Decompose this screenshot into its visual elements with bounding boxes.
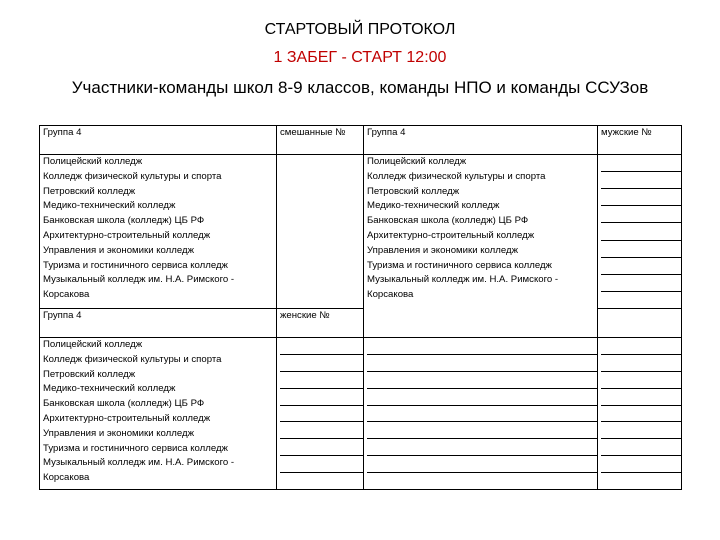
mixed-number-cells (277, 155, 364, 309)
participants-subtitle: Участники-команды школ 8-9 классов, команды НПО и команды ССУЗов (71, 78, 649, 97)
mixed-team-item: Туризма и гостиничного сервиса колледж (43, 259, 228, 271)
number-cell (601, 275, 681, 292)
mixed-team-item: Петровский колледж (43, 185, 136, 197)
empty-cell (601, 338, 681, 355)
male-team-list (364, 155, 598, 338)
empty-cells (598, 338, 682, 490)
empty-cell (367, 422, 597, 439)
empty-cell (601, 439, 681, 456)
male-team-item: Архитектурно-строительный колледж (367, 229, 535, 241)
number-cell (601, 241, 681, 258)
start-protocol-table (39, 125, 682, 490)
number-cell (601, 155, 681, 172)
male-team-item: Колледж физической культуры и спорта (367, 170, 546, 182)
number-cell (280, 406, 363, 423)
protocol-title: СТАРТОВЫЙ ПРОТОКОЛ (264, 21, 456, 38)
male-team-item: Банковская школа (колледж) ЦБ РФ (367, 215, 529, 227)
male-team-item: Туризма и гостиничного сервиса колледж (367, 259, 552, 271)
number-cell (601, 258, 681, 275)
male-team-item: Корсакова (367, 289, 414, 301)
male-group-label: Группа 4 (364, 126, 598, 155)
empty-cell (598, 309, 682, 338)
female-team-item: Музыкальный колледж им. Н.А. Римского - (43, 457, 235, 469)
female-team-item: Петровский колледж (43, 368, 136, 380)
mixed-team-list (40, 155, 277, 309)
empty-cell (601, 473, 681, 489)
number-cell (280, 372, 363, 389)
number-cell (280, 456, 363, 473)
mixed-team-item: Колледж физической культуры и спорта (43, 170, 222, 182)
number-cell (280, 439, 363, 456)
number-cell (601, 292, 681, 308)
female-teams-row (40, 338, 682, 490)
mixed-team-item: Корсакова (43, 289, 90, 301)
empty-cell (367, 355, 597, 372)
number-cell (280, 338, 363, 355)
female-number-cells (277, 338, 364, 490)
empty-cell (601, 355, 681, 372)
female-team-item: Корсакова (43, 472, 90, 484)
number-cell (601, 223, 681, 240)
mixed-team-item: Архитектурно-строительный колледж (43, 229, 211, 241)
female-group-label: Группа 4 (40, 309, 277, 338)
empty-cell (601, 406, 681, 423)
female-team-item: Полицейский колледж (43, 339, 143, 350)
mixed-team-item: Банковская школа (колледж) ЦБ РФ (43, 215, 205, 227)
mixed-team-item: Музыкальный колледж им. Н.А. Римского - (43, 274, 235, 286)
female-team-item: Банковская школа (колледж) ЦБ РФ (43, 398, 205, 410)
empty-cell (601, 456, 681, 473)
male-team-item: Управления и экономики колледж (367, 244, 518, 256)
female-team-item: Архитектурно-строительный колледж (43, 412, 211, 424)
number-cell (601, 172, 681, 189)
female-team-item: Колледж физической культуры и спорта (43, 353, 222, 365)
mixed-team-item: Полицейский колледж (43, 156, 143, 167)
mixed-number-label: смешанные № (277, 126, 364, 155)
empty-cell (367, 456, 597, 473)
mixed-team-item: Медико-технический колледж (43, 200, 176, 212)
mixed-group-label: Группа 4 (40, 126, 277, 155)
male-team-item: Музыкальный колледж им. Н.А. Римского - (367, 274, 559, 286)
group-header-row (40, 126, 682, 155)
female-team-item: Управления и экономики колледж (43, 427, 194, 439)
number-cell (280, 422, 363, 439)
number-cell (601, 189, 681, 206)
number-cell (280, 355, 363, 372)
number-cell (280, 389, 363, 406)
teams-row (40, 155, 682, 309)
male-team-item: Петровский колледж (367, 185, 460, 197)
male-number-cells (598, 155, 682, 309)
mixed-team-item: Управления и экономики колледж (43, 244, 194, 256)
empty-cell (601, 372, 681, 389)
empty-cell (367, 439, 597, 456)
number-cell (601, 206, 681, 223)
empty-cell (367, 406, 597, 423)
race-start-heading: 1 ЗАБЕГ - СТАРТ 12:00 (273, 49, 447, 66)
empty-cell (367, 372, 597, 389)
number-cell (280, 473, 363, 489)
female-team-item: Медико-технический колледж (43, 383, 176, 395)
male-number-label: мужские № (598, 126, 682, 155)
empty-cell (601, 422, 681, 439)
empty-cell (367, 389, 597, 406)
empty-cell (367, 338, 597, 355)
empty-cells (364, 338, 598, 490)
empty-cell (367, 473, 597, 489)
female-team-list (40, 338, 277, 490)
empty-cell (601, 389, 681, 406)
female-number-label: женские № (277, 309, 364, 338)
female-team-item: Туризма и гостиничного сервиса колледж (43, 442, 228, 454)
male-team-item: Медико-технический колледж (367, 200, 500, 212)
male-team-item: Полицейский колледж (367, 156, 467, 167)
